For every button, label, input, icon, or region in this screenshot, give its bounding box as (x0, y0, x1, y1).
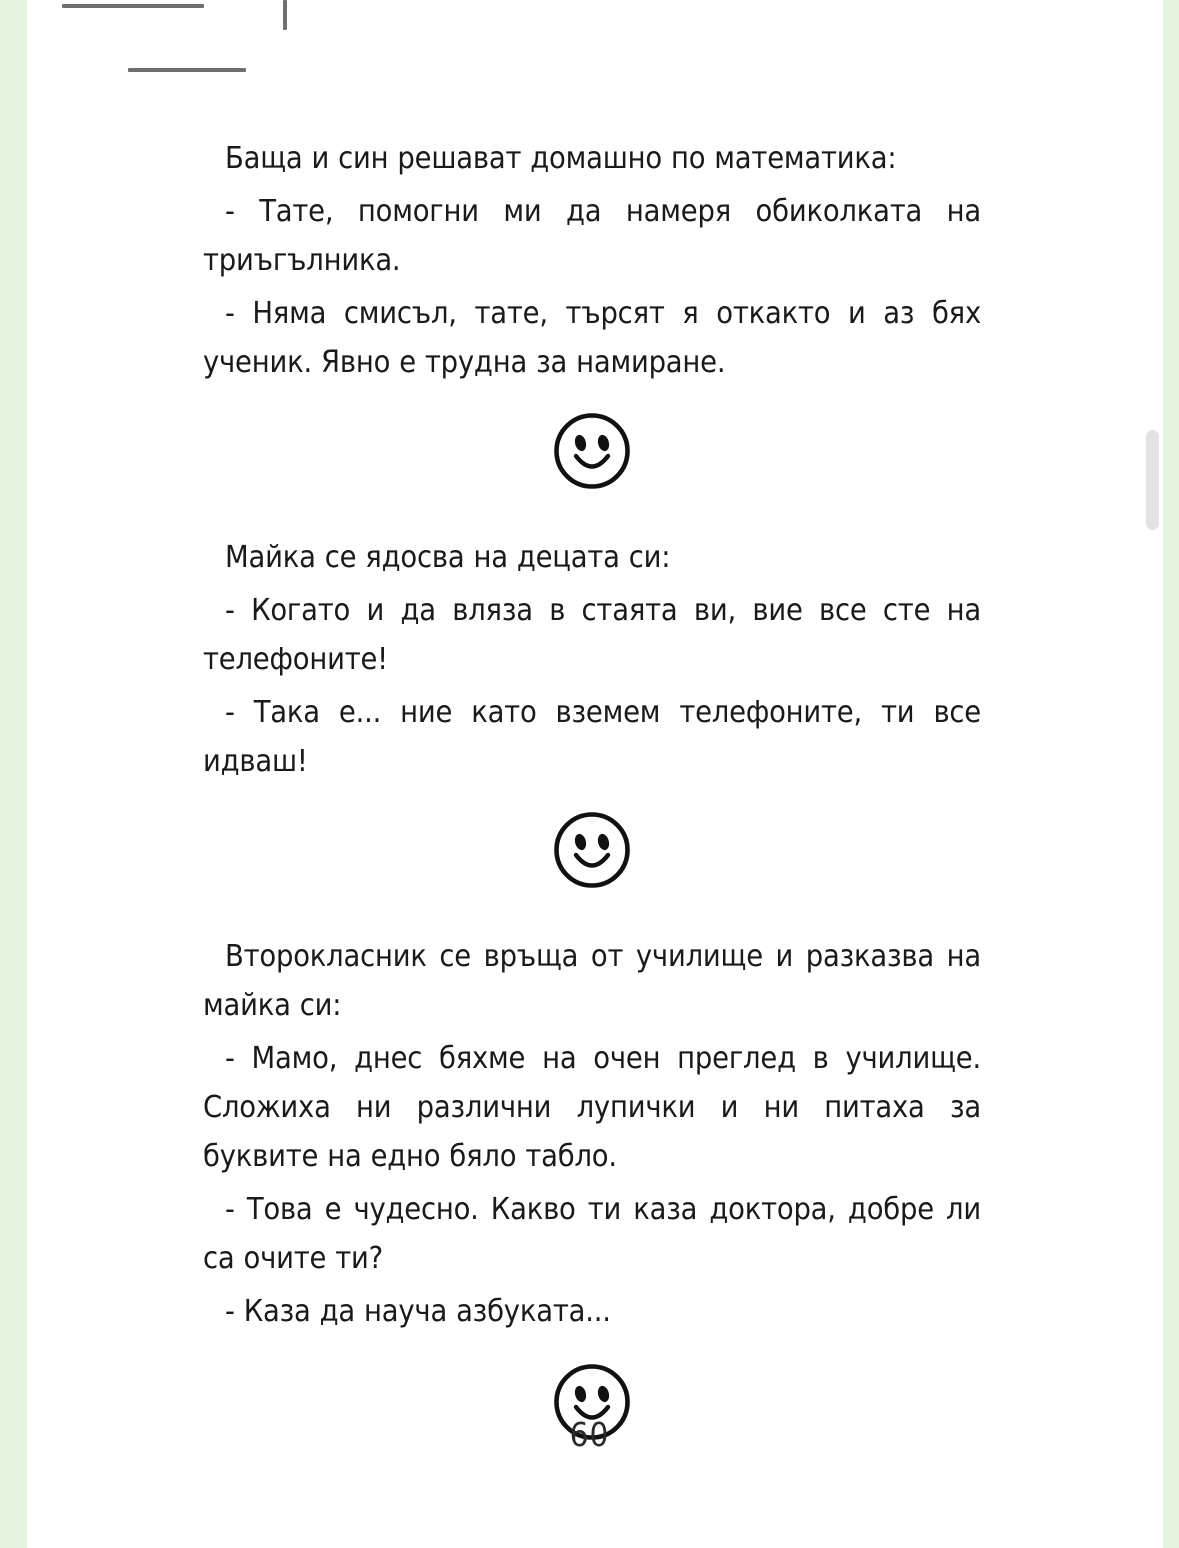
page-edge-strip-left (0, 0, 27, 1548)
joke-math-homework (203, 134, 981, 387)
joke-paragraph: - Мамо, днес бяхме на очен преглед в училище. Сложиха ни различни лупички и ни питаха за буквите на едно бяло табло. (203, 1041, 981, 1174)
joke-eye-exam (203, 932, 981, 1336)
joke-paragraph: - Няма смисъл, тате, търсят я откакто и аз бях ученик. Явно е трудна за намиране. (203, 296, 981, 380)
page-number: 60 (569, 1415, 610, 1454)
scrollbar[interactable] (1141, 0, 1163, 1548)
joke-paragraph: Баща и син решават домашно по математика: (225, 141, 897, 176)
crop-mark-line (62, 4, 204, 8)
joke-paragraph: Майка се ядосва на децата си: (225, 540, 671, 575)
joke-phones (203, 533, 981, 786)
joke-paragraph: - Тате, помогни ми да намеря обиколката на триъгълника. (203, 194, 981, 278)
joke-divider (203, 409, 981, 493)
joke-paragraph: - Това е чудесно. Какво ти каза доктора, добре ли са очите ти? (203, 1192, 981, 1276)
smiley-face-icon (550, 409, 634, 493)
scrollbar-thumb[interactable] (1146, 430, 1159, 530)
joke-paragraph: Второкласник се връща от училище и разказва на майка си: (203, 939, 981, 1023)
joke-divider (203, 808, 981, 892)
crop-mark-line (283, 0, 287, 30)
joke-paragraph: - Когато и да вляза в стаята ви, вие все сте на телефоните! (203, 593, 981, 677)
page-text-column (203, 134, 981, 1444)
smiley-face-icon (550, 808, 634, 892)
joke-paragraph: - Каза да науча азбуката... (225, 1294, 611, 1329)
crop-mark-line (128, 68, 246, 72)
joke-paragraph: - Така е... ние като вземем телефоните, ти все идваш! (203, 695, 981, 779)
page-edge-strip-right (1163, 0, 1179, 1548)
